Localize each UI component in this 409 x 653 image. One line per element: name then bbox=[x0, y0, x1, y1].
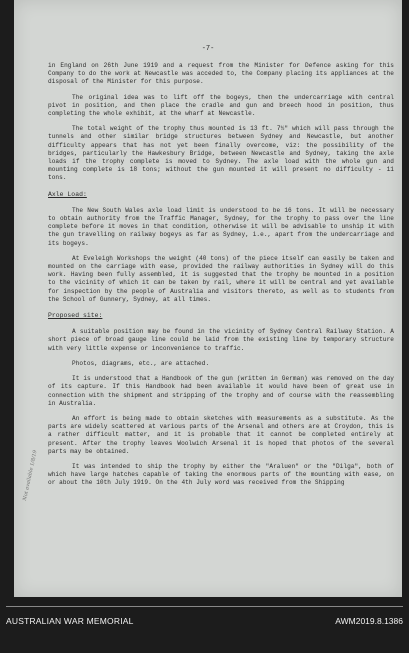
paragraph: The total weight of the trophy thus mounted is 13 ft. 7½" which will pass through the tunnels and other similar bridge structures between Sydney and Newcastle, but another difficulty appears that has not yet been finally overcome, viz: the possibility of the bridges, particularly the Hawkesbury Bridge, between Newcastle and Sydney, taking the axle loads if the trophy complete is moved to Sydney. The axle load with the whole gun and mounting complete is 18 tons; without the gun mounted it will present no difficulty - 11 tons. bbox=[48, 125, 394, 182]
paragraph: Photos, diagrams, etc., are attached. bbox=[72, 359, 210, 367]
paragraph: A suitable position may be found in the vicinity of Sydney Central Railway Station. A short piece of broad gauge line could be laid from the existing line by temporary structure with very little expense or inconvenience to traffic. bbox=[48, 328, 394, 352]
footer-institution: AUSTRALIAN WAR MEMORIAL bbox=[6, 616, 134, 626]
paragraph: It is understood that a Handbook of the gun (written in German) was removed on the day of its capture. If this Handbook had been available it would have been of great use in connection with the shipment and stripping of the trophy and of course with the reassembling in Australia. bbox=[48, 375, 394, 407]
paragraph: An effort is being made to obtain sketches with measurements as a substitute. As the parts are widely scattered at various parts of the Arsenal and others are at Croydon, this is a rather difficult matter, and it is probable that it cannot be completed entirely at present. After the trophy leaves Woolwich Arsenal it is hoped that photos of the several parts may be obtained. bbox=[48, 414, 394, 455]
paragraph: At Eveleigh Workshops the weight (40 tons) of the piece itself can easily be taken and mounted on the carriage with ease, provided the railway authorities in Sydney will do this work. Having been fully assembled, it is suggested that the trophy be mounted in a position to the vicinity of which it can be taken by rail, where it will be central and yet available for inspection by the people of Australia and visitors thereto, as well as to students from the School of Gunnery, Sydney, at all times. bbox=[48, 254, 394, 303]
section-heading-proposed-site: Proposed site: bbox=[48, 312, 103, 320]
document-page bbox=[14, 0, 402, 597]
footer-divider bbox=[6, 606, 403, 607]
paragraph: in England on 26th June 1919 and a request from the Minister for Defence asking for this Company to do the work at Newcastle was acceded to, the Company placing its appliances at the disposal of the Minister for this purpose. bbox=[48, 62, 394, 86]
document-body bbox=[48, 62, 394, 495]
paragraph: It was intended to ship the trophy by either the "Araluen" or the "Dilga", both of which have large hatches capable of taking the enormous parts of the mounting with ease, on or about the 10th July 1919. On the 4th July word was received from the Shipping bbox=[48, 462, 394, 487]
paragraph: The New South Wales axle load limit is understood to be 16 tons. It will be necessary to obtain authority from the Traffic Manager, Sydney, for the trophy to pass over the line complete before it moves in that condition, otherwise it will be advisable to unship it with the gun travelling on railway bogeys as far as Sydney, i.e., apart from the undercarriage and its bogeys. bbox=[48, 206, 394, 247]
handwritten-margin-note: Not available 1/8/19 bbox=[22, 449, 39, 502]
archive-footer bbox=[0, 600, 409, 653]
page-number: -7- bbox=[201, 45, 215, 53]
footer-accession-number: AWM2019.8.1386 bbox=[335, 616, 403, 626]
paragraph: The original idea was to lift off the bogeys, then the undercarriage with central pivot in position, and then place the cradle and gun and breech hood in position, thus completing the whole exhibit, at the wharf at Newcastle. bbox=[48, 93, 394, 118]
section-heading-axle-load: Axle Load: bbox=[48, 190, 87, 198]
